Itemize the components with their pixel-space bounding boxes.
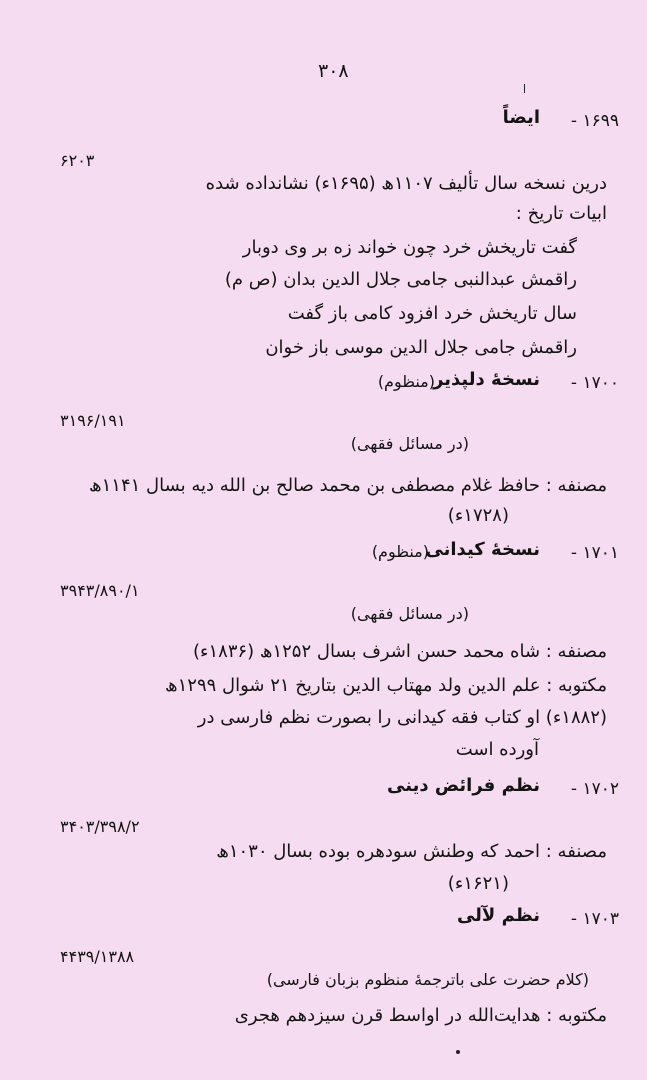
margin-mark xyxy=(524,84,525,93)
verse-line-1: گفت تاریخش خرد چون خواند زه بر وی دوبار xyxy=(242,237,577,258)
entry-subtitle-1701: (منظوم) xyxy=(371,542,429,561)
manuscript-code-1699: ۶۲۰۳ xyxy=(60,151,95,170)
manuscript-code-1702: ۳۴۰۳/۳۹۸/۲ xyxy=(60,817,140,836)
entry-line-1701-2: مکتوبه : علم الدین ولد مهتاب الدین بتاریخ ۲۱ شوال ۱۲۹۹ھ xyxy=(165,675,607,696)
manuscript-code-1700: ۳۱۹۶/۱۹۱ xyxy=(60,411,126,430)
entry-number-1703: ۱۷۰۳ - xyxy=(570,909,619,929)
verse-line-2: راقمش عبدالنبی جامی جلال الدین بدان (ص م) xyxy=(224,269,577,290)
page-dot xyxy=(456,1050,460,1054)
entry-line-1701-4: آورده است xyxy=(455,739,539,760)
entry-number-1701: ۱۷۰۱ - xyxy=(570,543,619,563)
entry-topic-1700: (در مسائل فقهی) xyxy=(350,434,469,453)
entry-line-1699-2: ابیات تاریخ : xyxy=(515,203,607,224)
entry-line-1702-1: مصنفه : احمد که وطنش سودهره بوده بسال ۱۰۳۰ھ xyxy=(216,841,607,862)
entry-title-1703: نظم لآلی xyxy=(456,905,540,926)
entry-topic-1701: (در مسائل فقهی) xyxy=(350,604,469,623)
entry-number-1702: ۱۷۰۲ - xyxy=(570,779,619,799)
entry-line-1702-2: (۱۶۲۱ء) xyxy=(447,873,509,894)
entry-line-1700-2: (۱۷۲۸ء) xyxy=(447,505,509,526)
page-number: ۳۰۸ xyxy=(318,60,349,82)
verse-line-4: راقمش جامی جلال الدین موسی باز خوان xyxy=(265,337,577,358)
entry-title-1699: ایضاً xyxy=(502,107,540,128)
entry-title-1702: نظم فرائض دینی xyxy=(387,775,540,796)
entry-subtitle-1700: (منظوم) xyxy=(377,372,435,391)
entry-number-1700: ۱۷۰۰ - xyxy=(570,373,619,393)
entry-title-1700: نسخهٔ دلپذیر xyxy=(433,369,540,390)
entry-line-1701-1: مصنفه : شاه محمد حسن اشرف بسال ۱۲۵۲ھ (۱۸۳۶ء) xyxy=(192,641,607,662)
entry-title-1701: نسخهٔ کیدانی xyxy=(425,539,540,560)
verse-line-3: سال تاریخش خرد افزود کامی باز گفت xyxy=(287,303,577,324)
manuscript-code-1703: ۴۴۳۹/۱۳۸۸ xyxy=(60,947,135,966)
entry-line-1699-1: درین نسخه سال تألیف ۱۱۰۷ھ (۱۶۹۵ء) نشانداده شده xyxy=(205,173,607,194)
entry-line-1700-1: مصنفه : حافظ غلام مصطفی بن محمد صالح بن الله دیه بسال ۱۱۴۱ھ xyxy=(89,475,607,496)
entry-line-1703-1: مکتوبه : هدایت‌الله در اواسط قرن سیزدهم هجری xyxy=(234,1005,607,1026)
manuscript-code-1701: ۳۹۴۳/۸۹۰/۱ xyxy=(60,581,140,600)
entry-number-1699: ۱۶۹۹ - xyxy=(570,111,619,131)
entry-line-1701-3: (۱۸۸۲ء) او کتاب فقه کیدانی را بصورت نظم فارسی در xyxy=(197,707,607,728)
entry-topic-1703: (کلام حضرت علی باترجمهٔ منظوم بزبان فارسی) xyxy=(266,970,589,989)
